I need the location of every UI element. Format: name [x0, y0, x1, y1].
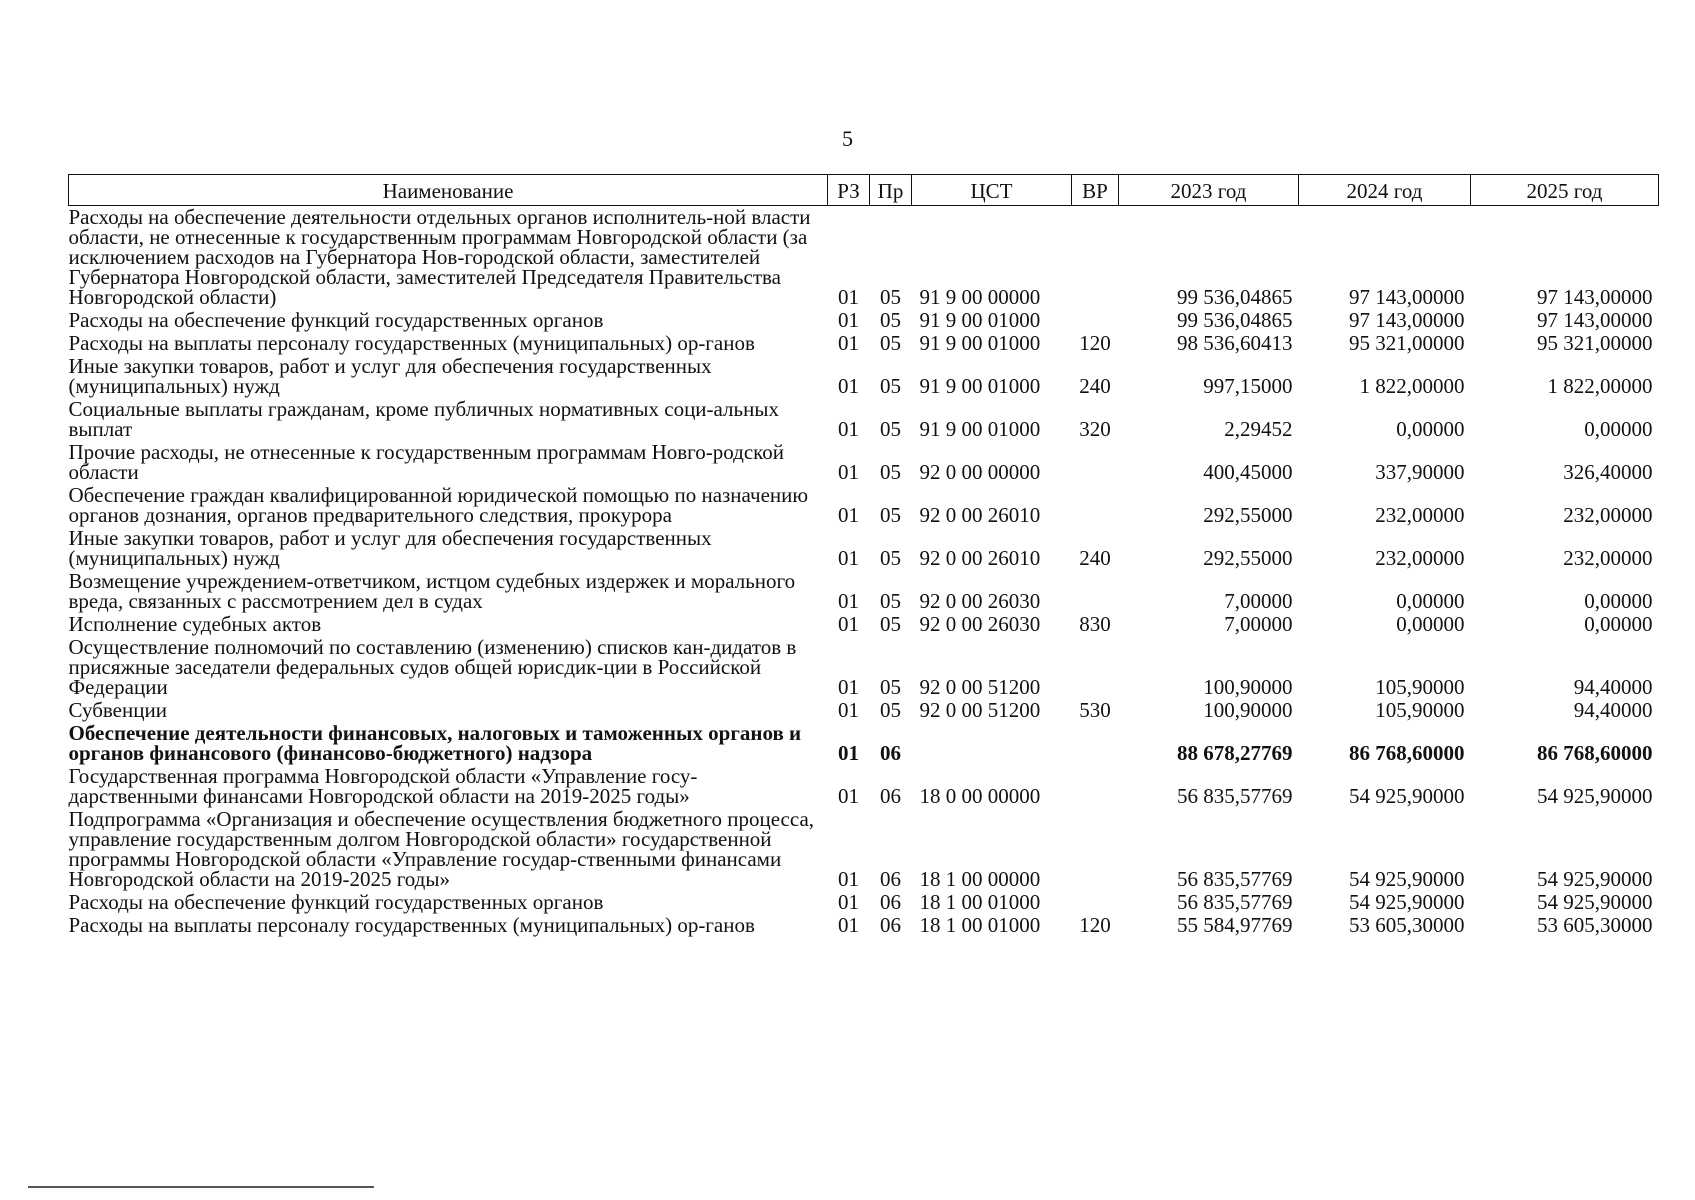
row-pr: 05: [880, 546, 901, 570]
row-vr: 530: [1079, 698, 1111, 722]
row-vr: 240: [1079, 546, 1111, 570]
row-name: Исполнение судебных актов: [68, 612, 322, 636]
row-name: Прочие расходы, не отнесенные к государственным программам Новго-родской области: [68, 440, 785, 484]
row-vr: [1072, 722, 1119, 765]
table-row: [69, 484, 1659, 527]
row-vr: 320: [1079, 417, 1111, 441]
row-value-2024: 95 321,00000: [1349, 331, 1465, 355]
row-name: Обеспечение граждан квалифицированной юридической помощью по назначению органов дознания, органов предварительного следствия, прокурора: [68, 483, 809, 527]
row-rz: 01: [838, 741, 859, 765]
row-value-2025: 0,00000: [1584, 589, 1653, 613]
row-value-2025: 53 605,30000: [1537, 913, 1653, 937]
row-value-2023: 99 536,04865: [1177, 308, 1293, 332]
row-value-2023: 98 536,60413: [1177, 331, 1293, 355]
row-value-2025: 94,40000: [1573, 698, 1653, 722]
table-body: [69, 206, 1659, 938]
table-row: [69, 570, 1659, 613]
table-row: [69, 441, 1659, 484]
row-name: Расходы на выплаты персоналу государственных (муниципальных) ор-ганов: [68, 913, 755, 937]
row-vr: [1072, 309, 1119, 332]
row-vr: [1072, 441, 1119, 484]
column-header-2025: 2025 год: [1471, 175, 1659, 206]
row-cst: 91 9 00 01000: [919, 331, 1041, 355]
row-value-2023: 7,00000: [1224, 612, 1293, 636]
table-row: [69, 699, 1659, 722]
table-row: [69, 527, 1659, 570]
row-rz: 01: [838, 589, 859, 613]
row-pr: 05: [880, 612, 901, 636]
row-value-2025: 1 822,00000: [1547, 374, 1653, 398]
row-value-2023: 56 835,57769: [1177, 784, 1293, 808]
row-value-2025: 95 321,00000: [1537, 331, 1653, 355]
row-value-2024: 54 925,90000: [1349, 867, 1465, 891]
table-row: [69, 309, 1659, 332]
row-value-2025: 232,00000: [1563, 546, 1653, 570]
row-vr: [1072, 808, 1119, 891]
row-name: Расходы на обеспечение деятельности отдельных органов исполнитель-ной власти области, не отнесенные к государственным программам Новгородской области (за исключением расходов на Губернатора Нов-городской области, заместителей Губернатора Новгородской области, заместителей Председателя Правительства Новгородской области): [68, 205, 811, 309]
row-value-2023: 56 835,57769: [1177, 890, 1293, 914]
row-value-2025: 326,40000: [1563, 460, 1653, 484]
table-row: [69, 891, 1659, 914]
row-rz: 01: [838, 913, 859, 937]
row-cst: 91 9 00 01000: [919, 308, 1041, 332]
row-rz: 01: [838, 698, 859, 722]
row-cst: 18 1 00 01000: [919, 890, 1041, 914]
row-value-2023: 292,55000: [1203, 546, 1293, 570]
row-rz: 01: [838, 460, 859, 484]
row-vr: 120: [1079, 331, 1111, 355]
row-pr: 05: [880, 285, 901, 309]
row-rz: 01: [838, 546, 859, 570]
row-cst: 92 0 00 51200: [919, 698, 1041, 722]
row-vr: 240: [1079, 374, 1111, 398]
column-header-vr: ВР: [1072, 175, 1119, 206]
row-pr: 05: [880, 503, 901, 527]
row-value-2025: 86 768,60000: [1537, 741, 1653, 765]
row-cst: 92 0 00 00000: [919, 460, 1041, 484]
row-rz: 01: [838, 612, 859, 636]
row-pr: 05: [880, 331, 901, 355]
row-value-2023: 100,90000: [1203, 698, 1293, 722]
row-cst: 92 0 00 26010: [919, 503, 1041, 527]
row-rz: 01: [838, 374, 859, 398]
row-value-2024: 105,90000: [1375, 675, 1465, 699]
row-value-2025: 0,00000: [1584, 417, 1653, 441]
row-value-2024: 232,00000: [1375, 546, 1465, 570]
table-row: [69, 398, 1659, 441]
row-value-2023: 88 678,27769: [1177, 741, 1293, 765]
table-row: [69, 355, 1659, 398]
row-value-2024: 0,00000: [1396, 589, 1465, 613]
column-header-name: Наименование: [69, 175, 828, 206]
row-rz: 01: [838, 503, 859, 527]
page-number: 5: [842, 126, 853, 151]
table-row: [69, 914, 1659, 937]
row-cst: [912, 722, 1072, 765]
row-vr: [1072, 765, 1119, 808]
row-pr: 05: [880, 308, 901, 332]
row-value-2023: 997,15000: [1203, 374, 1293, 398]
row-value-2025: 94,40000: [1573, 675, 1653, 699]
row-cst: 92 0 00 51200: [919, 675, 1041, 699]
row-value-2024: 0,00000: [1396, 417, 1465, 441]
row-value-2024: 97 143,00000: [1349, 285, 1465, 309]
budget-table: [68, 174, 1659, 937]
row-value-2025: 97 143,00000: [1537, 308, 1653, 332]
row-cst: 91 9 00 00000: [919, 285, 1041, 309]
row-pr: 06: [880, 741, 901, 765]
row-value-2025: 54 925,90000: [1537, 867, 1653, 891]
table-row: [69, 722, 1659, 765]
row-value-2023: 7,00000: [1224, 589, 1293, 613]
row-cst: 92 0 00 26010: [919, 546, 1041, 570]
table-row: [69, 808, 1659, 891]
row-name: Расходы на обеспечение функций государственных органов: [68, 308, 604, 332]
row-value-2023: 2,29452: [1224, 417, 1293, 441]
row-value-2024: 232,00000: [1375, 503, 1465, 527]
row-pr: 06: [880, 784, 901, 808]
row-cst: 92 0 00 26030: [919, 612, 1041, 636]
row-vr: [1072, 206, 1119, 310]
row-vr: [1072, 891, 1119, 914]
row-value-2023: 56 835,57769: [1177, 867, 1293, 891]
column-header-2024: 2024 год: [1299, 175, 1471, 206]
column-header-pr: Пр: [870, 175, 912, 206]
row-name: Государственная программа Новгородской области «Управление госу-дарственными финансами Новгородской области на 2019-2025 годы»: [68, 764, 698, 808]
row-value-2024: 105,90000: [1375, 698, 1465, 722]
row-rz: 01: [838, 417, 859, 441]
row-name: Расходы на выплаты персоналу государственных (муниципальных) ор-ганов: [68, 331, 755, 355]
row-rz: 01: [838, 285, 859, 309]
row-cst: 91 9 00 01000: [919, 417, 1041, 441]
row-rz: 01: [838, 675, 859, 699]
column-header-cst: ЦСТ: [912, 175, 1072, 206]
row-value-2023: 100,90000: [1203, 675, 1293, 699]
row-rz: 01: [838, 784, 859, 808]
table-row: [69, 765, 1659, 808]
table-row: [69, 332, 1659, 355]
row-value-2024: 54 925,90000: [1349, 784, 1465, 808]
row-name: Субвенции: [68, 698, 167, 722]
row-pr: 05: [880, 589, 901, 613]
row-cst: 91 9 00 01000: [919, 374, 1041, 398]
row-value-2024: 97 143,00000: [1349, 308, 1465, 332]
row-value-2025: 54 925,90000: [1537, 784, 1653, 808]
row-pr: 05: [880, 374, 901, 398]
row-rz: 01: [838, 308, 859, 332]
row-value-2023: 99 536,04865: [1177, 285, 1293, 309]
row-value-2025: 97 143,00000: [1537, 285, 1653, 309]
row-cst: 18 0 00 00000: [919, 784, 1041, 808]
row-pr: 05: [880, 698, 901, 722]
table-row: [69, 206, 1659, 310]
row-pr: 05: [880, 417, 901, 441]
row-value-2024: 53 605,30000: [1349, 913, 1465, 937]
row-name: Осуществление полномочий по составлению (изменению) списков кан-дидатов в присяжные заседатели федеральных судов общей юрисдик-ции в Российской Федерации: [68, 635, 797, 699]
row-pr: 06: [880, 867, 901, 891]
row-value-2024: 54 925,90000: [1349, 890, 1465, 914]
row-rz: 01: [838, 890, 859, 914]
table-row: [69, 636, 1659, 699]
row-value-2023: 292,55000: [1203, 503, 1293, 527]
row-value-2025: 232,00000: [1563, 503, 1653, 527]
row-pr: 05: [880, 460, 901, 484]
row-name: Иные закупки товаров, работ и услуг для обеспечения государственных (муниципальных) нужд: [68, 354, 712, 398]
table-row: [69, 613, 1659, 636]
row-value-2024: 86 768,60000: [1349, 741, 1465, 765]
row-name: Расходы на обеспечение функций государственных органов: [68, 890, 604, 914]
row-vr: [1072, 636, 1119, 699]
row-value-2025: 0,00000: [1584, 612, 1653, 636]
row-rz: 01: [838, 331, 859, 355]
column-header-2023: 2023 год: [1119, 175, 1299, 206]
row-value-2024: 337,90000: [1375, 460, 1465, 484]
row-name: Иные закупки товаров, работ и услуг для обеспечения государственных (муниципальных) нужд: [68, 526, 712, 570]
row-value-2025: 54 925,90000: [1537, 890, 1653, 914]
row-name: Возмещение учреждением-ответчиком, истцом судебных издержек и морального вреда, связанных с рассмотрением дел в судах: [68, 569, 796, 613]
row-value-2024: 0,00000: [1396, 612, 1465, 636]
row-cst: 18 1 00 00000: [919, 867, 1041, 891]
row-value-2024: 1 822,00000: [1359, 374, 1465, 398]
row-pr: 06: [880, 913, 901, 937]
row-name: Подпрограмма «Организация и обеспечение осуществления бюджетного процесса, управление государственным долгом Новгородской области» государственной программы Новгородской области «Управление государ-ственными финансами Новгородской области на 2019-2025 годы»: [68, 807, 815, 891]
row-pr: 05: [880, 675, 901, 699]
row-name: Обеспечение деятельности финансовых, налоговых и таможенных органов и органов финансового (финансово-бюджетного) надзора: [68, 721, 802, 765]
row-vr: 830: [1079, 612, 1111, 636]
row-value-2023: 55 584,97769: [1177, 913, 1293, 937]
row-cst: 18 1 00 01000: [919, 913, 1041, 937]
table-header: [69, 175, 1659, 206]
row-rz: 01: [838, 867, 859, 891]
row-vr: [1072, 484, 1119, 527]
row-value-2023: 400,45000: [1203, 460, 1293, 484]
row-cst: 92 0 00 26030: [919, 589, 1041, 613]
row-vr: 120: [1079, 913, 1111, 937]
row-name: Социальные выплаты гражданам, кроме публичных нормативных соци-альных выплат: [68, 397, 779, 441]
column-header-rz: РЗ: [828, 175, 870, 206]
row-vr: [1072, 570, 1119, 613]
footer-rule: [28, 1186, 374, 1188]
row-pr: 06: [880, 890, 901, 914]
